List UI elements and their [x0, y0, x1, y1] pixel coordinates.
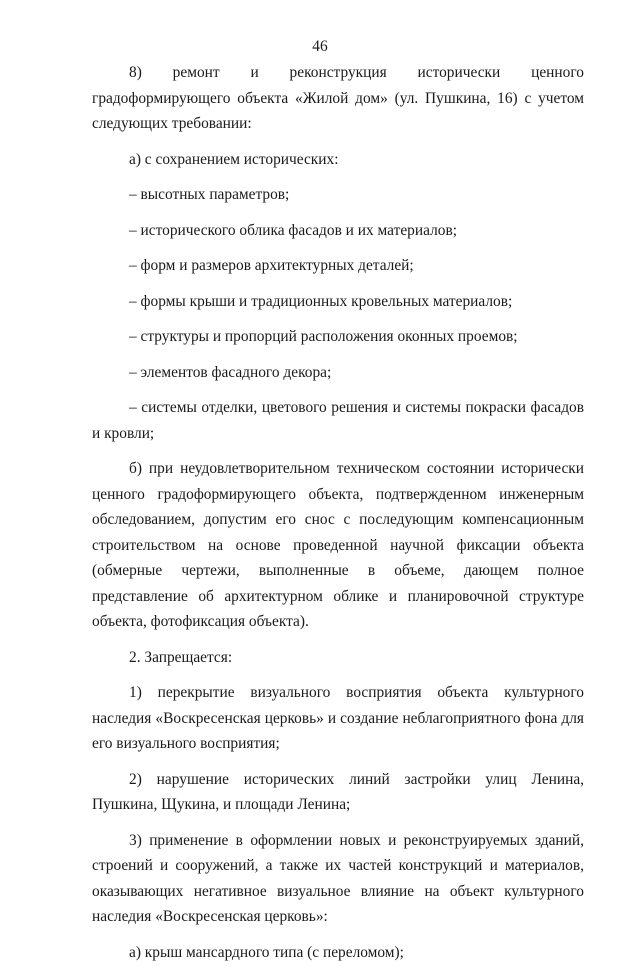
list-item: – системы отделки, цветового решения и системы покраски фасадов и кровли; [92, 399, 584, 442]
paragraph: 3) применение в оформлении новых и реконструируемых зданий, строений и сооружений, а также их частей конструкций и материалов, оказывающих негативное визуальное влияние на объект культурного наследия «Воскресенская церковь»: [92, 831, 584, 925]
word: ремонт [172, 64, 220, 81]
list-item: – структуры и пропорций расположения оконных проемов; [129, 328, 518, 345]
word: ценного [531, 64, 584, 81]
word: 8) [129, 64, 142, 81]
list-item: – исторического облика фасадов и их материалов; [129, 221, 457, 239]
paragraph: 2) нарушение исторических линий застройки улиц Ленина, Пушкина, Щукина, и площади Ленина; [92, 770, 584, 813]
document-body [92, 60, 584, 975]
paragraph-continuation: градоформирующего объекта «Жилой дом» (ул. Пушкина, 16) с учетом следующих требовании: [92, 89, 584, 132]
word: исторически [417, 64, 501, 81]
paragraph: а) с сохранением исторических: [129, 150, 339, 168]
paragraph-item-8 [92, 60, 584, 137]
paragraph: 1) перекрытие визуального восприятия объекта культурного наследия «Воскресенская церковь» и создание неблагоприятного фона для его визуального восприятия; [92, 684, 584, 752]
list-item: – форм и размеров архитектурных деталей; [129, 257, 414, 274]
section-heading: 2. Запрещается: [129, 648, 233, 666]
word: реконструкция [289, 64, 387, 81]
page-number: 46 [312, 38, 328, 55]
list-item: – высотных параметров; [129, 186, 290, 203]
paragraph-first-line [92, 60, 584, 86]
word: и [250, 64, 259, 81]
list-item: – элементов фасадного декора; [129, 363, 332, 381]
paragraph: а) крыш мансардного типа (с переломом); [129, 943, 404, 961]
list-item: – формы крыши и традиционных кровельных материалов; [129, 292, 513, 310]
paragraph: б) при неудовлетворительном техническом состоянии исторически ценного градоформирующего объекта, подтвержденном инженерным обследованием, допустим его снос с последующим компенсационным строительством на основе проведенной научной фиксации объекта (обмерные чертежи, выполненные в объеме, дающем полное представление об архитектурном облике и планировочной структуре объекта, фотофиксация объекта). [92, 460, 584, 630]
